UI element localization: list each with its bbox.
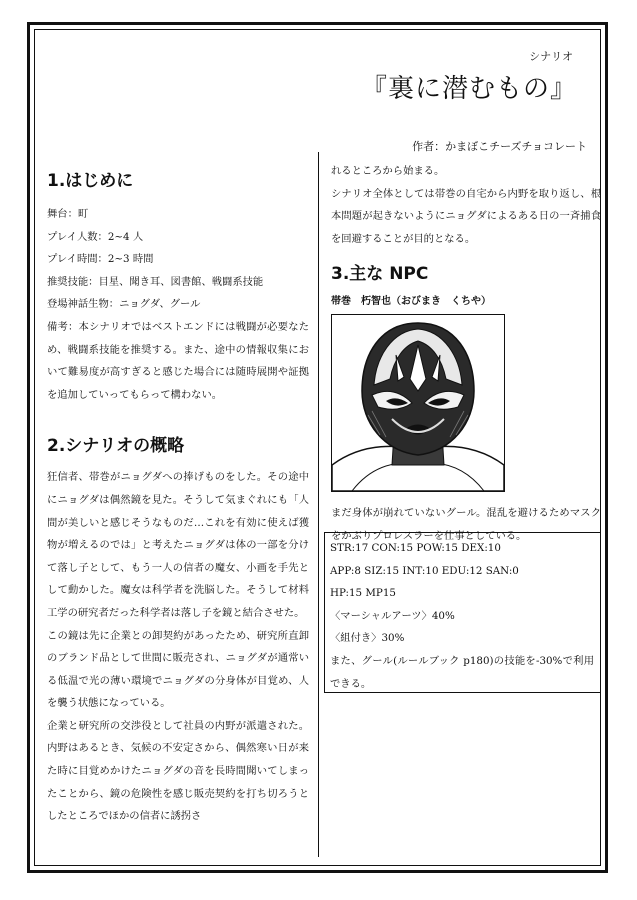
overview-heading: 2.シナリオの概略 — [47, 436, 185, 457]
npc-name: 帯巻 朽智也（おびまき くちや） — [331, 296, 491, 308]
right-column — [331, 160, 601, 548]
meta-skills: 推奨技能：目星、聞き耳、図書館、戦闘系技能 — [47, 275, 264, 288]
goal-paragraph: シナリオ全体としては帯巻の自宅から内野を取り返し、根本問題が起きないようにニョグダによるある日の一斉捕食を回避することが目的となる。 — [331, 187, 601, 245]
meta-players: プレイ人数：2~4 人 — [47, 230, 144, 243]
intro-meta-list — [47, 203, 309, 406]
left-column — [47, 160, 309, 828]
stat-line-attributes: STR:17 CON:15 POW:15 DEX:10 — [330, 542, 501, 554]
stat-note: また、グール(ルールブック p180)の技能を-30%で利用できる。 — [330, 654, 594, 690]
scenario-title: 『裏に潜むもの』 — [360, 74, 577, 104]
meta-playtime: プレイ時間：2~3 時間 — [47, 253, 154, 266]
npc-description: まだ身体が崩れていないグール。混乱を避けるためマスクをかぶりプロレスラーを仕事としている。 — [331, 507, 601, 542]
meta-stage: 舞台：町 — [47, 208, 89, 220]
npc-stats-box — [324, 532, 601, 693]
overview-body — [47, 466, 309, 828]
author-line: 作者：かまぼこチーズチョコレート — [412, 140, 587, 153]
npc-heading: 3.主な NPC — [331, 264, 429, 285]
overview-paragraph: 企業と研究所の交渉役として社員の内野が派遣された。内野はあるとき、気候の不安定さから、偶然寒い日が来た時に目覚めかけたニョグダの音を長時間聞いてしまったことから、鏡の危険性を感じ販売契約を打ち切ろうとしたところでほかの信者に誘拐さ — [47, 719, 309, 823]
intro-heading: 1.はじめに — [47, 171, 134, 191]
masked-wrestler-illustration — [332, 315, 504, 491]
document-type-label: シナリオ — [529, 50, 573, 63]
stat-line-grapple: 〈組付き〉30% — [330, 632, 405, 645]
overview-paragraph: この鏡は先に企業との卸契約があったため、研究所直卸のブランド品として世間に販売され、ニョグダが通常いる低温で光の薄い環境でニョグダの分身体が目覚め、人を襲う状態になっている。 — [47, 629, 309, 710]
stat-line-hp-mp: HP:15 MP15 — [330, 587, 396, 600]
meta-creatures: 登場神話生物：ニョグダ、グール — [47, 298, 201, 311]
stat-line-martial-arts: 〈マーシャルアーツ〉40% — [330, 609, 455, 622]
continued-paragraph: れるところから始まる。 — [331, 165, 445, 177]
npc-portrait-masked-wrestler — [331, 314, 505, 492]
stat-line-attributes-2: APP:8 SIZ:15 INT:10 EDU:12 SAN:0 — [330, 564, 519, 577]
meta-note: 備考：本シナリオではベストエンドには戦闘が必要なため、戦闘系技能を推奨する。また、途中の情報収集において難易度が高すぎると感じた場合には随時展開や証拠を追加していってもらって構わない。 — [47, 320, 309, 401]
overview-paragraph: 狂信者、帯巻がニョグダへの捧げものをした。その途中にニョグダは偶然鏡を見た。そうして気まぐれにも「人間が美しいと感じそうなものだ…これを有効に使えば獲物が増えるのでは」と考えたニョグダは体の一部を分けて落し子として、もう一人の信者の魔女、小画を手先として動かした。魔女は科学者を洗脳した。そうして材料工学の研究者だった科学者は落し子を鏡と結合させた。 — [47, 471, 309, 619]
column-divider — [318, 152, 319, 857]
